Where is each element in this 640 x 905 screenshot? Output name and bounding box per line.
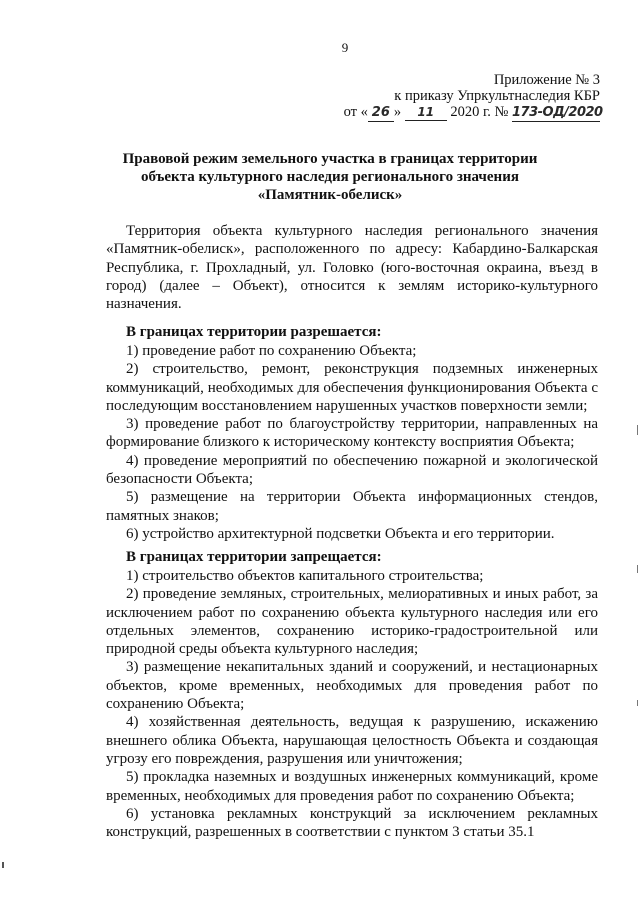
date-prefix: от « [343, 104, 368, 120]
document-title [60, 150, 600, 204]
scan-margin-mark [637, 700, 638, 706]
forbidden-item: 2) проведение земляных, строительных, мелиоративных и иных работ, за исключением работ по сохранению объекта культурного наследия или его отдельных элементов, сохранению историко-градостроительной или природной среды объекта культурного наследия; [106, 586, 598, 658]
title-line-3: «Памятник-обелиск» [257, 187, 403, 203]
appendix-order: к приказу Упркультнаследия КБР [394, 88, 600, 104]
scan-margin-mark [637, 425, 638, 435]
date-close-quote: » [393, 104, 402, 120]
handwritten-month: 11 [405, 104, 447, 121]
handwritten-order-number: 173-ОД/2020 [512, 105, 603, 120]
page-number: 9 [341, 40, 349, 55]
appendix-date-line [343, 103, 603, 122]
allowed-item: 6) устройство архитектурной подсветки Объекта и его территории. [126, 525, 555, 542]
allowed-heading: В границах территории разрешается: [126, 324, 382, 340]
allowed-item: 1) проведение работ по сохранению Объекта; [126, 343, 417, 359]
forbidden-item: 3) размещение некапитальных зданий и сооружений, и нестационарных объектов, кроме временных, необходимых для проведения работ по сохранению Объекта; [106, 659, 598, 713]
allowed-item: 4) проведение мероприятий по обеспечению пожарной и экологической безопасности Объекта; [106, 452, 598, 488]
forbidden-item: 6) установка рекламных конструкций за исключением рекламных конструкций, разрешенных в соответствии с пунктом 3 статьи 35.1 [106, 805, 598, 841]
appendix-title: Приложение № 3 [493, 72, 600, 88]
forbidden-list [106, 567, 598, 841]
intro-paragraph: Территория объекта культурного наследия регионального значения «Памятник-обелиск», расположенного по адресу: Кабардино-Балкарская Республика, г. Прохладный, ул. Головко (юго-восточная окраина, въезд в город) (далее – Объект), относится к землям историко-культурного назначения. [106, 223, 598, 313]
forbidden-item: 5) прокладка наземных и воздушных инженерных коммуникаций, кроме временных, необходимых для проведения работ по сохранению Объекта; [106, 769, 598, 804]
allowed-item: 3) проведение работ по благоустройству территории, направленных на формирование близкого к историческому контексту восприятия Объекта; [106, 416, 598, 451]
scan-dot [2, 862, 4, 868]
allowed-item: 2) строительство, ремонт, реконструкция подземных инженерных коммуникаций, необходимых для обеспечения функционирования Объекта с последующим восстановлением нарушенных участков поверхности земли; [106, 361, 598, 414]
allowed-list [106, 342, 598, 543]
forbidden-heading: В границах территории запрещается: [126, 549, 382, 565]
date-year-text: 2020 г. № [450, 104, 509, 120]
scan-margin-mark [637, 565, 638, 573]
title-line-2: объекта культурного наследия регионального значения [141, 169, 519, 185]
handwritten-day: 26 [368, 105, 394, 122]
forbidden-item: 4) хозяйственная деятельность, ведущая к разрушению, искажению внешнего облика Объекта, нарушающая целостность Объекта и создающая угрозу его повреждения, разрушения или уничтожения; [106, 714, 598, 767]
title-line-1: Правовой режим земельного участка в границах территории [122, 151, 538, 167]
allowed-item: 5) размещение на территории Объекта информационных стендов, памятных знаков; [106, 489, 598, 524]
forbidden-item: 1) строительство объектов капитального строительства; [126, 568, 484, 584]
